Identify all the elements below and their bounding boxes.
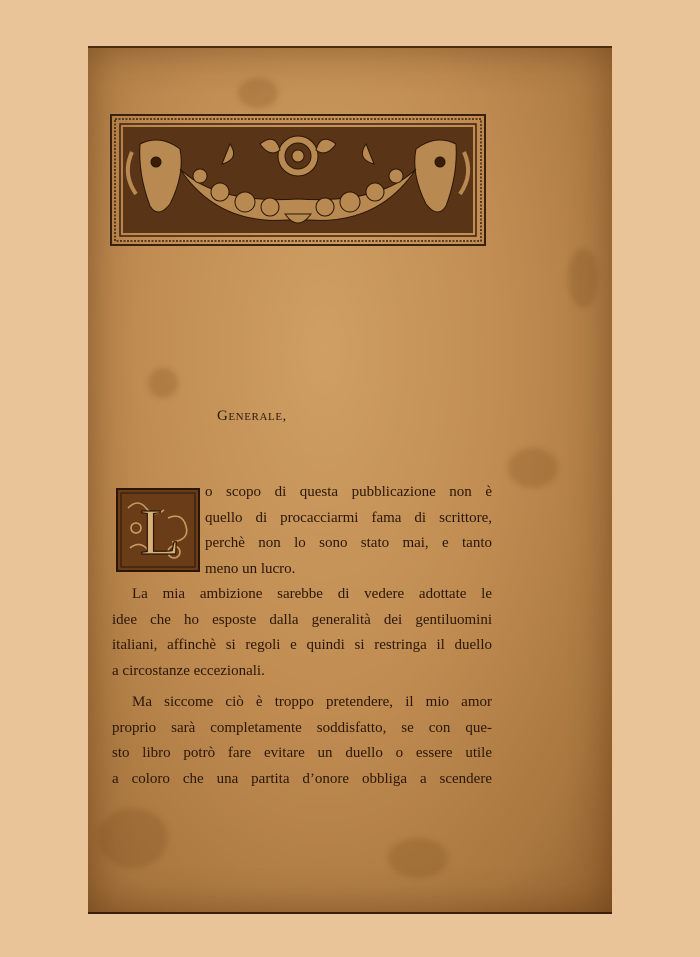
salutation-initial: G <box>217 408 229 424</box>
ornamental-headpiece-garland-icon <box>110 114 486 246</box>
text-line: o scopo di questa pubblicazione non è <box>205 484 492 500</box>
text-line: Ma siccome ciò è troppo pretendere, il mio amor <box>132 694 492 710</box>
drop-cap-letter: L <box>139 496 181 569</box>
salutation-punct: , <box>282 409 287 424</box>
salutation-rest: ENERALE <box>228 411 283 423</box>
text-line: La mia ambizione sarebbe di vedere adottate le <box>132 586 492 602</box>
text-line: sto libro potrò fare evitare un duello o essere utile <box>112 745 492 761</box>
text-line: a coloro che una partita d’onore obbliga a scendere <box>112 770 492 787</box>
text-line: idee che ho esposte dalla generalità dei gentiluomini <box>112 611 492 628</box>
text-line: quello di procacciarmi fama di scrittore, <box>205 509 492 526</box>
text-line: perchè non lo sono stato mai, e tanto <box>205 535 492 551</box>
book-page <box>88 46 612 914</box>
text-line: a circostanze eccezionali. <box>112 662 265 679</box>
body-text <box>112 480 492 792</box>
text-line: proprio sarà completamente soddisfatto, se con que- <box>112 719 492 736</box>
text-line: italiani, affinchè si regoli e quindi si restringa il duello <box>112 637 492 653</box>
salutation-heading <box>217 408 287 425</box>
text-line: meno un lucro. <box>205 560 296 577</box>
